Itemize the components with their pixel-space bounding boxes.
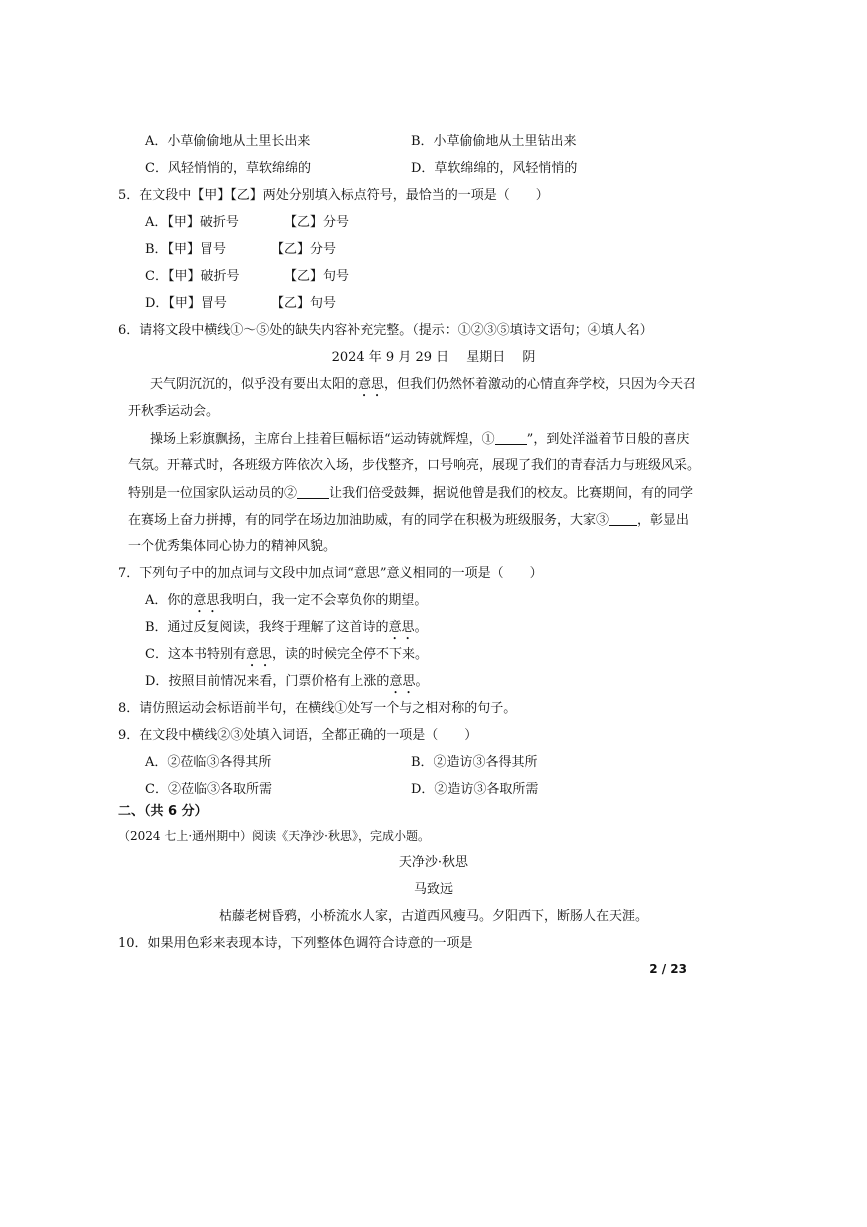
diary-p2-text-pre: 操场上彩旗飘扬，主席台上挂着巨幅标语“运动铸就辉煌， xyxy=(150,432,482,447)
diary-p2-line3-pre: 特别是一位国家队运动员的 xyxy=(128,486,285,501)
diary-p2-line5: 一个优秀集体同心协力的精神风貌。 xyxy=(128,539,337,554)
section-2-intro: （2024 七上·通州期中）阅读《天净沙·秋思》，完成小题。 xyxy=(118,829,430,843)
poem-title: 天净沙·秋思 xyxy=(398,855,469,870)
diary-dotted-word-yisi: 意思 xyxy=(358,377,385,392)
q9-option-b: B．②造访③各得其所 xyxy=(411,755,538,770)
q10-stem: 10．如果用色彩来表现本诗，下列整体色调符合诗意的一项是 xyxy=(118,936,473,951)
diary-p2-line3 xyxy=(128,485,693,502)
q7-option-a xyxy=(145,593,427,616)
section-2-heading: 二、（共 6 分） xyxy=(118,804,208,819)
blank-2-marker: ② xyxy=(284,486,298,501)
q7-option-c-post: ，读的时候完全停不下来。 xyxy=(271,647,428,662)
diary-p2-line3-post: 让我们倍受鼓舞，据说他曾是我们的校友。比赛期间，有的同学 xyxy=(329,486,694,501)
q7-option-a-pre: A．你的 xyxy=(145,593,194,608)
blank-1-line[interactable] xyxy=(495,431,527,445)
q4-option-d: D．草软绵绵的，风轻悄悄的 xyxy=(411,161,578,176)
blank-3-line[interactable] xyxy=(609,512,637,526)
q4-option-a: A．小草偷偷地从土里长出来 xyxy=(145,134,311,149)
q7-option-c-pre: C．这本书特别有 xyxy=(145,647,246,662)
q7-option-b-post: 。 xyxy=(414,620,428,635)
q7-option-a-post: 我明白，我一定不会辜负你的期望。 xyxy=(219,593,428,608)
diary-p2-line4 xyxy=(128,512,689,529)
q5-option-d-part2: 【乙】句号 xyxy=(271,296,337,311)
q7-option-a-dotted-word: 意思 xyxy=(193,593,220,608)
poem-text: 枯藤老树昏鸦，小桥流水人家，古道西风瘦马。夕阳西下，断肠人在天涯。 xyxy=(218,909,648,924)
q9-option-a: A．②莅临③各得其所 xyxy=(145,755,272,770)
q5-option-a-part1: A．【甲】破折号 xyxy=(145,215,239,230)
blank-1-marker: ① xyxy=(481,432,495,447)
q6-stem: 6．请将文段中横线①～⑤处的缺失内容补充完整。（提示：①②③⑤填诗文语句；④填人名） xyxy=(118,323,653,338)
q7-option-b-pre: B．通过反复阅读，我终于理解了这首诗的 xyxy=(145,620,389,635)
diary-p2-line2: 气氛。开幕式时，各班级方阵依次入场，步伐整齐，口号响亮，展现了我们的青春活力与班级风采。 xyxy=(128,458,701,473)
diary-p2-line4-pre: 在赛场上奋力拼搏，有的同学在场边加油助威，有的同学在积极为班级服务，大家 xyxy=(128,513,597,528)
page-number: 2 / 23 xyxy=(649,962,687,976)
poem-author: 马致远 xyxy=(413,882,453,897)
diary-p1-line2: 开秋季运动会。 xyxy=(128,404,220,419)
q5-stem: 5．在文段中【甲】【乙】两处分别填入标点符号，最恰当的一项是（ ） xyxy=(118,188,549,203)
diary-p2-line4-post: ，彰显出 xyxy=(637,513,690,528)
q7-option-c xyxy=(145,647,428,670)
q7-stem: 7．下列句子中的加点词与文段中加点词“意思”意义相同的一项是（ ） xyxy=(118,566,543,581)
q4-option-b: B．小草偷偷地从土里钻出来 xyxy=(411,134,577,149)
q7-option-d xyxy=(145,674,428,697)
q5-option-d-part1: D．【甲】冒号 xyxy=(145,296,227,311)
diary-p1-text-post: ，但我们仍然怀着激动的心情直奔学校，只因为今天召 xyxy=(384,377,697,392)
diary-p1-text-pre: 天气阴沉沉的，似乎没有要出太阳的 xyxy=(150,377,359,392)
q5-option-c-part1: C．【甲】破折号 xyxy=(145,269,240,284)
q5-option-a-part2: 【乙】分号 xyxy=(284,215,350,230)
q9-stem: 9．在文段中横线②③处填入词语，全都正确的一项是（ ） xyxy=(118,728,478,743)
q7-option-b-dotted-word: 意思 xyxy=(388,620,415,635)
q7-option-d-pre: D．按照目前情况来看，门票价格有上涨的 xyxy=(145,674,390,689)
q9-option-c: C．②莅临③各取所需 xyxy=(145,782,272,797)
q8-stem: 8．请仿照运动会标语前半句，在横线①处写一个与之相对称的句子。 xyxy=(118,701,517,716)
q7-option-d-post: 。 xyxy=(415,674,429,689)
diary-p1-line1 xyxy=(150,377,696,400)
diary-p2-text-post: ”，到处洋溢着节日般的喜庆 xyxy=(526,432,690,447)
q5-option-b-part1: B．【甲】冒号 xyxy=(145,242,227,257)
diary-date: 2024 年 9 月 29 日 星期日 阴 xyxy=(331,350,536,365)
q5-option-b-part2: 【乙】分号 xyxy=(271,242,337,257)
q7-option-c-dotted-word: 意思 xyxy=(245,647,272,662)
q4-option-c: C．风轻悄悄的，草软绵绵的 xyxy=(145,161,311,176)
blank-3-marker: ③ xyxy=(596,513,610,528)
q5-option-c-part2: 【乙】句号 xyxy=(284,269,350,284)
blank-2-line[interactable] xyxy=(297,485,329,499)
diary-p2-line1 xyxy=(150,431,689,448)
q7-option-b xyxy=(145,620,428,643)
q7-option-d-dotted-word: 意思 xyxy=(389,674,416,689)
q9-option-d: D．②造访③各取所需 xyxy=(411,782,539,797)
